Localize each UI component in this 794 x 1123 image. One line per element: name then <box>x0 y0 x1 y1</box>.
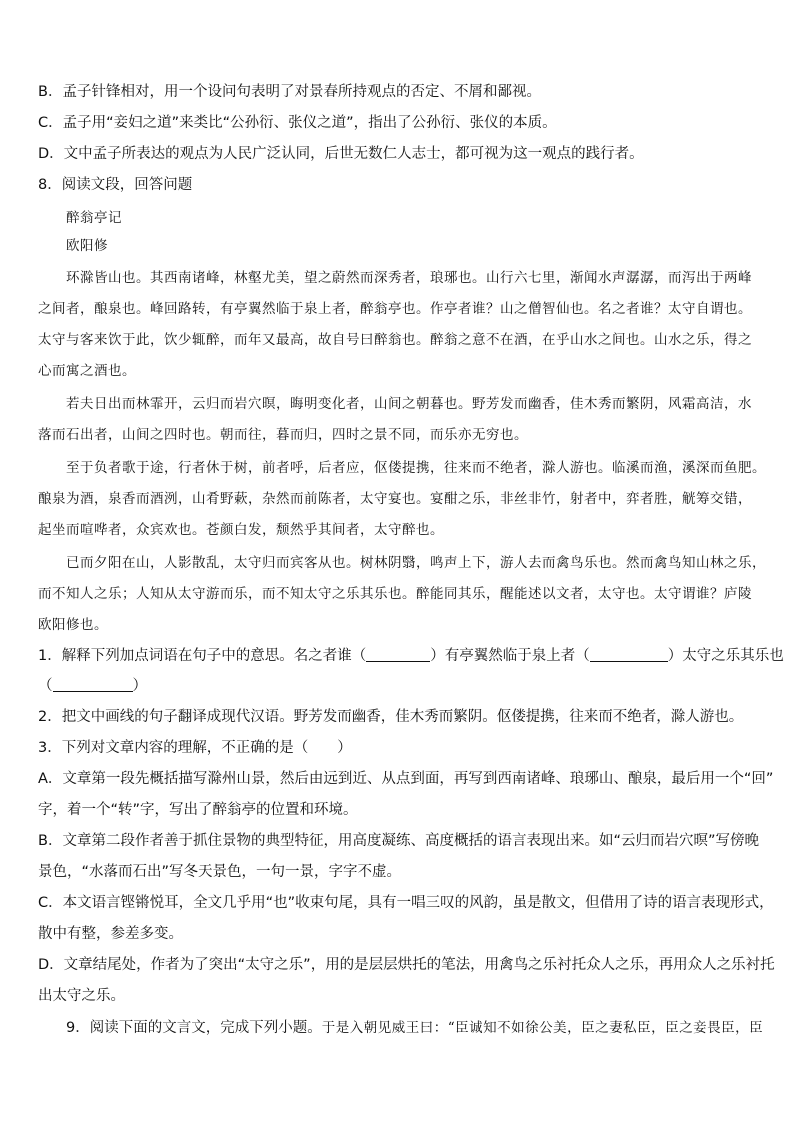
passage-p1-line: 心而寓之酒也。 <box>38 363 136 379</box>
subquestion-2: 2．把文中画线的句子翻译成现代汉语。野芳发而幽香，佳木秀而繁阴。伛偻提携，往来而不绝者，滁人游也。 <box>38 709 744 725</box>
passage-title: 醉翁亭记 <box>66 210 122 226</box>
subquestion-1-part1: 1．解释下列加点词语在句子中的意思。名之者谁（ <box>38 648 367 664</box>
answer-blank-1[interactable] <box>366 647 430 662</box>
option-d-line: 出太守之乐。 <box>38 988 125 1004</box>
passage-p3-line: 起坐而喧哗者，众宾欢也。苍颜白发，颓然乎其间者，太守醉也。 <box>38 522 444 538</box>
passage-p1-line: 环滁皆山也。其西南诸峰，林壑尤美，望之蔚然而深秀者，琅琊也。山行六七里，渐闻水声潺潺，而泻出于两峰 <box>66 270 752 286</box>
passage-p4-line: 已而夕阳在山，人影散乱，太守归而宾客从也。树林阴翳，鸣声上下，游人去而禽鸟乐也。然而禽鸟知山林之乐， <box>66 555 766 571</box>
option-d-line: D．文章结尾处，作者为了突出“太守之乐”，用的是层层烘托的笔法，用禽鸟之乐衬托众人之乐，再用众人之乐衬托 <box>38 957 775 973</box>
passage-p1-line: 之间者，酿泉也。峰回路转，有亭翼然临于泉上者，醉翁亭也。作亭者谁？山之僧智仙也。名之者谁？太守自谓也。 <box>38 301 752 317</box>
passage-p4-line: 欧阳修也。 <box>38 617 108 633</box>
subquestion-1-part3: ）太守之乐其乐也 <box>667 648 784 664</box>
subquestion-3-stem: 3．下列对文章内容的理解，不正确的是（ ） <box>38 740 352 756</box>
option-a-line: 字，着一个“转”字，写出了醉翁亭的位置和环境。 <box>38 802 358 818</box>
subquestion-1-part2: ）有亭翼然临于泉上者（ <box>430 648 590 664</box>
subquestion-1-line2 <box>38 676 758 696</box>
passage-author: 欧阳修 <box>66 238 108 254</box>
option-c-line: C．本文语言铿锵悦耳，全文几乎用“也”收束句尾，具有一唱三叹的风韵，虽是散文，但借用了诗的语言表现形式， <box>38 895 774 911</box>
subquestion-1 <box>38 646 784 666</box>
passage-p1-line: 太守与客来饮于此，饮少辄醉，而年又最高，故自号曰醉翁也。醉翁之意不在酒，在乎山水之间也。山水之乐，得之 <box>38 332 752 348</box>
question-9 <box>66 1018 764 1038</box>
answer-blank-3[interactable] <box>53 677 133 692</box>
option-c-prev: C．孟子用“妾妇之道”来类比“公孙衍、张仪之道”，指出了公孙衍、张仪的本质。 <box>38 115 557 131</box>
question-9-text: 于是入朝见威王曰：“臣诚知不如徐公美，臣之妻私臣，臣之妾畏臣，臣 <box>321 1020 764 1036</box>
option-b-prev: B．孟子针锋相对，用一个设问句表明了对景春所持观点的否定、不屑和鄙视。 <box>38 84 541 100</box>
option-d-prev: D．文中孟子所表达的观点为人民广泛认同，后世无数仁人志士，都可视为这一观点的践行者。 <box>38 146 644 162</box>
option-b-line: 景色，“水落而石出”写冬天景色，一句一景，字字不虚。 <box>38 864 402 880</box>
passage-p3-line: 至于负者歌于途，行者休于树，前者呼，后者应，伛偻提携，往来而不绝者，滁人游也。临溪而渔，溪深而鱼肥。 <box>66 460 766 476</box>
passage-p2-line: 若夫日出而林霏开，云归而岩穴暝，晦明变化者，山间之朝暮也。野芳发而幽香，佳木秀而繁阴，风霜高洁，水 <box>66 396 752 412</box>
passage-p2-line: 落而石出者，山间之四时也。朝而往，暮而归，四时之景不同，而乐亦无穷也。 <box>38 427 528 443</box>
subquestion-1-open-paren: （ <box>38 678 53 694</box>
option-c-line: 散中有整，参差多变。 <box>38 926 183 942</box>
question-8-heading: 8．阅读文段，回答问题 <box>38 177 193 193</box>
passage-p3-line: 酿泉为酒，泉香而酒洌，山肴野蔌，杂然而前陈者，太守宴也。宴酣之乐，非丝非竹，射者中，弈者胜，觥筹交错， <box>38 491 752 507</box>
question-9-lead: 9．阅读下面的文言文，完成下列小题。 <box>66 1020 322 1036</box>
passage-p4-line: 而不知人之乐；人知从太守游而乐，而不知太守之乐其乐也。醉能同其乐，醒能述以文者，太守也。太守谓谁？庐陵 <box>38 586 752 602</box>
option-b-line: B．文章第二段作者善于抓住景物的典型特征，用高度凝练、高度概括的语言表现出来。如“云归而岩穴暝”写傍晚 <box>38 833 759 849</box>
subquestion-1-close-paren: ） <box>132 678 147 694</box>
option-a-line: A．文章第一段先概括描写滁州山景，然后由远到近、从点到面，再写到西南诸峰、琅琊山、酿泉，最后用一个“回” <box>38 771 774 787</box>
answer-blank-2[interactable] <box>590 647 668 662</box>
